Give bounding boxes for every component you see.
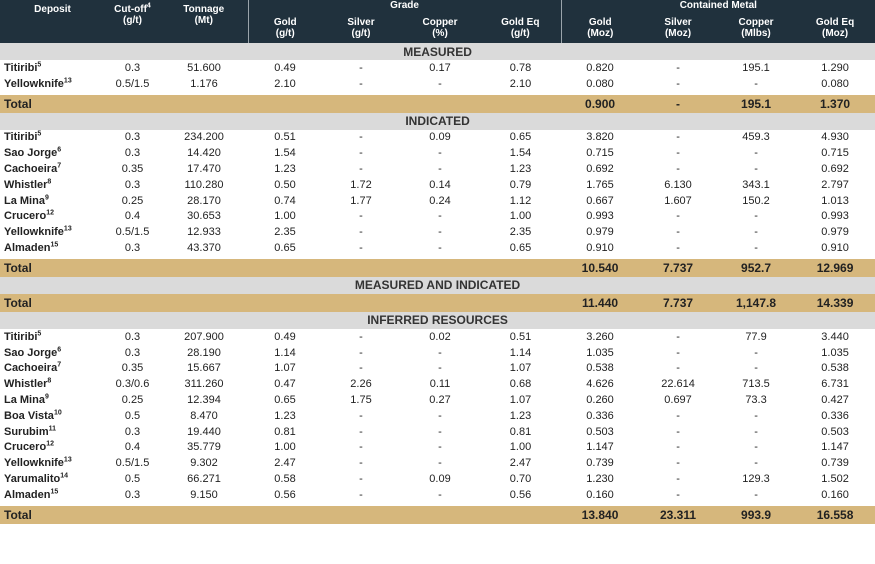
table-cell: - (676, 346, 680, 359)
table-cell: 19.440 (187, 425, 221, 438)
table-cell: 0.5 (124, 473, 141, 486)
table-cell: 0.080 (586, 77, 614, 90)
table-cell: - (754, 147, 758, 160)
col-deposit: Deposit (0, 0, 105, 43)
table-cell: - (754, 163, 758, 176)
table-cell: - (359, 61, 363, 74)
table-cell: 713.5 (742, 378, 770, 391)
deposit-name: Cachoeira$^7$ (4, 361, 62, 375)
total-goldeq: 12.969 (795, 257, 875, 277)
col-silver-contained: Silver (Moz) (639, 12, 717, 43)
table-cell: 22.614 (661, 378, 695, 391)
table-cell: 0.27 (429, 394, 451, 407)
table-cell: 0.260 (586, 394, 614, 407)
table-cell: - (754, 425, 758, 438)
table-cell: 4.626 (586, 378, 614, 391)
table-cell: 0.5/1.5 (115, 77, 150, 90)
table-cell: 0.25 (121, 194, 144, 207)
table-row (0, 177, 875, 193)
table-cell: 3.820 (586, 131, 614, 144)
table-row (0, 361, 875, 377)
deposit-name: Sao Jorge$^6$ (4, 346, 62, 359)
table-cell: 14.420 (187, 147, 221, 160)
table-cell: - (676, 425, 680, 438)
section-header-inferred (0, 312, 875, 329)
table-cell: - (359, 147, 363, 160)
table-cell: 28.170 (187, 194, 221, 207)
table-cell: 2.47 (274, 457, 296, 470)
table-cell: 15.667 (187, 362, 221, 375)
table-header (0, 0, 875, 43)
table-cell: 2.10 (274, 77, 296, 90)
table-cell: 0.4 (124, 441, 141, 454)
table-cell: - (359, 457, 363, 470)
table-cell: - (754, 242, 758, 255)
table-row (0, 392, 875, 408)
table-cell: 0.50 (274, 178, 296, 191)
total-row-measured (0, 93, 875, 113)
contained-metal-group-header: Contained Metal (561, 0, 875, 12)
table-cell: 3.260 (586, 330, 614, 343)
deposit-name: Yellowknife$^{13}$ (4, 456, 72, 470)
grade-group-header: Grade (248, 0, 561, 12)
table-cell: - (438, 147, 442, 160)
deposit-name: Yarumalito$^{14}$ (4, 472, 69, 486)
table-cell: - (438, 210, 442, 223)
table-cell: 1.176 (190, 77, 218, 90)
table-cell: - (359, 163, 363, 176)
total-label: Total (0, 504, 561, 524)
table-cell: - (438, 457, 442, 470)
table-cell: - (754, 77, 758, 90)
table-cell: - (438, 163, 442, 176)
table-cell: - (676, 226, 680, 239)
table-cell: 1.07 (274, 362, 296, 375)
table-row (0, 471, 875, 487)
table-cell: 311.260 (184, 378, 224, 391)
table-cell: - (676, 61, 680, 74)
total-gold: 11.440 (561, 294, 639, 312)
table-cell: - (676, 362, 680, 375)
table-cell: 6.731 (821, 378, 849, 391)
table-cell: 0.979 (586, 226, 614, 239)
table-cell: 1.14 (509, 346, 532, 359)
deposit-name: Cachoeira$^7$ (4, 162, 62, 176)
table-cell: 0.56 (509, 488, 532, 501)
total-row-inferred (0, 504, 875, 524)
table-cell: 0.51 (509, 330, 532, 343)
table-row (0, 161, 875, 177)
table-cell: - (438, 441, 442, 454)
table-cell: 1.607 (664, 194, 692, 207)
section-title: INFERRED RESOURCES (0, 312, 875, 329)
table-cell: - (359, 425, 363, 438)
table-cell: 0.25 (121, 394, 144, 407)
deposit-name: La Mina$^9$ (4, 393, 49, 407)
table-cell: 110.280 (184, 178, 224, 191)
table-cell: 0.74 (274, 194, 296, 207)
deposit-name: Almaden$^{15}$ (4, 241, 59, 255)
table-cell: - (438, 362, 442, 375)
table-cell: 9.150 (190, 488, 218, 501)
table-cell: - (754, 409, 758, 422)
table-cell: - (359, 409, 363, 422)
table-cell: 1.147 (586, 441, 614, 454)
table-cell: - (676, 488, 680, 501)
table-cell: 2.35 (274, 226, 296, 239)
total-goldeq: 16.558 (795, 504, 875, 524)
table-cell: 207.900 (184, 330, 224, 343)
table-cell: 0.65 (274, 242, 296, 255)
deposit-name: Titiribi$^5$ (4, 330, 42, 343)
table-cell: - (359, 441, 363, 454)
table-cell: - (676, 409, 680, 422)
table-cell: 1.72 (350, 178, 372, 191)
table-cell: - (754, 346, 758, 359)
total-row-indicated (0, 257, 875, 277)
table-cell: 1.12 (509, 194, 532, 207)
col-silver-grade: Silver (g/t) (322, 12, 400, 43)
table-cell: 35.779 (187, 441, 221, 454)
table-cell: - (359, 131, 363, 144)
table-cell: 0.3 (124, 488, 141, 501)
table-row (0, 376, 875, 392)
table-cell: - (676, 457, 680, 470)
table-cell: 1.54 (509, 147, 532, 160)
table-cell: 9.302 (190, 457, 218, 470)
section-header-mi (0, 277, 875, 294)
table-cell: 1.54 (274, 147, 296, 160)
table-cell: 0.160 (821, 488, 849, 501)
table-cell: - (438, 488, 442, 501)
table-cell: 1.00 (509, 441, 532, 454)
table-row (0, 408, 875, 424)
table-cell: - (438, 409, 442, 422)
table-cell: 0.739 (821, 457, 849, 470)
deposit-name: Crucero$^{12}$ (4, 209, 54, 223)
table-cell: 0.58 (274, 473, 296, 486)
table-cell: 0.65 (274, 394, 296, 407)
table-cell: 0.49 (274, 61, 296, 74)
table-cell: - (359, 473, 363, 486)
table-cell: - (676, 473, 680, 486)
deposit-name: Yellowknife$^{13}$ (4, 77, 72, 90)
table-row (0, 345, 875, 361)
table-cell: 30.653 (187, 210, 221, 223)
table-cell: 1.290 (821, 61, 849, 74)
table-cell: 1.502 (821, 473, 849, 486)
table-cell: - (438, 425, 442, 438)
table-cell: 1.035 (586, 346, 614, 359)
table-cell: 1.00 (274, 441, 296, 454)
table-cell: - (754, 362, 758, 375)
table-cell: 1.00 (274, 210, 296, 223)
total-gold: 10.540 (561, 257, 639, 277)
table-cell: 0.427 (821, 394, 849, 407)
table-cell: 0.979 (821, 226, 849, 239)
table-cell: - (754, 488, 758, 501)
table-cell: 0.3 (124, 242, 141, 255)
table-cell: 0.3 (124, 178, 141, 191)
table-cell: 3.440 (821, 330, 849, 343)
table-cell: - (438, 77, 442, 90)
deposit-name: Almaden$^{15}$ (4, 488, 59, 501)
table-cell: 1.75 (350, 394, 372, 407)
table-cell: 195.1 (742, 61, 770, 74)
table-cell: 0.503 (821, 425, 849, 438)
table-cell: 1.14 (274, 346, 296, 359)
table-cell: 0.160 (586, 488, 614, 501)
table-row (0, 224, 875, 240)
table-cell: 77.9 (745, 330, 767, 343)
table-cell: 0.49 (274, 330, 296, 343)
table-cell: 0.538 (821, 362, 849, 375)
section-header-indicated (0, 113, 875, 130)
total-goldeq: 1.370 (795, 93, 875, 113)
table-cell: 12.933 (187, 226, 221, 239)
table-cell: 0.51 (274, 131, 296, 144)
table-cell: - (359, 77, 363, 90)
table-cell: 6.130 (664, 178, 692, 191)
table-cell: 0.697 (664, 394, 692, 407)
table-cell: 0.35 (121, 163, 144, 176)
total-silver: 7.737 (639, 294, 717, 312)
table-cell: 1.23 (509, 163, 532, 176)
table-cell: - (676, 77, 680, 90)
table-cell: - (359, 362, 363, 375)
table-cell: 12.394 (187, 394, 221, 407)
table-cell: - (676, 131, 680, 144)
table-cell: 0.65 (509, 131, 532, 144)
table-cell: - (359, 226, 363, 239)
deposit-name: Boa Vista$^{10}$ (4, 409, 62, 422)
table-cell: 0.47 (274, 378, 296, 391)
total-label: Total (0, 93, 561, 113)
table-cell: 73.3 (745, 394, 767, 407)
table-cell: 0.820 (586, 61, 614, 74)
table-cell: 0.739 (586, 457, 614, 470)
table-cell: - (676, 147, 680, 160)
table-cell: 0.667 (586, 194, 614, 207)
table-cell: 150.2 (742, 194, 770, 207)
col-copper-contained: Copper (Mlbs) (717, 12, 795, 43)
section-title: INDICATED (0, 113, 875, 130)
table-cell: 0.14 (429, 178, 451, 191)
table-cell: 0.910 (821, 242, 849, 255)
col-copper-grade: Copper (%) (400, 12, 480, 43)
table-cell: 0.65 (509, 242, 532, 255)
table-cell: 0.17 (429, 61, 451, 74)
table-cell: 1.23 (274, 163, 296, 176)
deposit-name: Surubim$^{11}$ (4, 424, 57, 438)
table-cell: 17.470 (187, 163, 221, 176)
table-cell: 0.910 (586, 242, 614, 255)
table-cell: 0.538 (586, 362, 614, 375)
total-silver: - (639, 93, 717, 113)
table-cell: 0.3 (124, 147, 141, 160)
table-cell: 1.23 (509, 409, 532, 422)
table-cell: 1.00 (509, 210, 532, 223)
total-gold: 0.900 (561, 93, 639, 113)
table-cell: 0.56 (274, 488, 296, 501)
table-row (0, 60, 875, 76)
table-cell: 1.77 (350, 194, 372, 207)
deposit-name: Titiribi$^5$ (4, 130, 42, 144)
section-title: MEASURED AND INDICATED (0, 277, 875, 294)
table-cell: - (754, 441, 758, 454)
deposit-name: Titiribi$^5$ (4, 61, 42, 74)
total-label: Total (0, 294, 561, 312)
table-row (0, 130, 875, 146)
table-cell: 0.79 (509, 178, 532, 191)
table-cell: 2.797 (821, 178, 849, 191)
table-cell: 2.26 (350, 378, 372, 391)
table-cell: 0.993 (586, 210, 614, 223)
table-cell: 129.3 (742, 473, 770, 486)
col-goldeq-contained: Gold Eq (Moz) (795, 12, 875, 43)
table-row (0, 76, 875, 93)
table-row (0, 424, 875, 440)
col-goldeq-grade: Gold Eq (g/t) (480, 12, 561, 43)
table-cell: 2.47 (509, 457, 532, 470)
table-cell: 2.35 (509, 226, 532, 239)
table-cell: 1.035 (821, 346, 849, 359)
table-cell: 0.715 (821, 147, 849, 160)
table-cell: 0.78 (509, 61, 532, 74)
table-cell: 8.470 (190, 409, 218, 422)
table-cell: 51.600 (187, 61, 221, 74)
table-cell: 234.200 (184, 131, 224, 144)
table-cell: 0.080 (821, 77, 849, 90)
table-cell: - (754, 226, 758, 239)
deposit-name: Sao Jorge$^6$ (4, 146, 62, 160)
table-row (0, 440, 875, 456)
table-cell: - (754, 210, 758, 223)
table-cell: 4.930 (821, 131, 849, 144)
table-cell: 0.993 (821, 210, 849, 223)
table-cell: 1.07 (509, 362, 532, 375)
total-goldeq: 14.339 (795, 294, 875, 312)
table-cell: 1.765 (586, 178, 614, 191)
table-cell: 0.3 (124, 61, 141, 74)
table-cell: - (438, 242, 442, 255)
deposit-name: Crucero$^{12}$ (4, 440, 54, 454)
section-title: MEASURED (0, 43, 875, 60)
col-gold-grade: Gold (g/t) (248, 12, 322, 43)
table-cell: 1.230 (586, 473, 614, 486)
total-row-mi (0, 294, 875, 312)
table-cell: - (359, 210, 363, 223)
table-cell: 0.3 (124, 131, 141, 144)
table-cell: - (359, 330, 363, 343)
total-gold: 13.840 (561, 504, 639, 524)
table-cell: 0.35 (121, 362, 144, 375)
table-cell: 0.3 (124, 346, 141, 359)
table-row (0, 145, 875, 161)
section-header-measured (0, 43, 875, 60)
table-cell: 0.09 (429, 473, 451, 486)
deposit-name: Yellowknife$^{13}$ (4, 225, 72, 239)
table-row (0, 240, 875, 257)
table-row (0, 193, 875, 209)
table-cell: 0.02 (429, 330, 451, 343)
table-cell: - (676, 441, 680, 454)
table-cell: - (676, 242, 680, 255)
table-cell: 0.715 (586, 147, 614, 160)
table-cell: 1.013 (821, 194, 849, 207)
table-cell: 1.07 (509, 394, 532, 407)
col-gold-contained: Gold (Moz) (561, 12, 639, 43)
table-row (0, 209, 875, 225)
table-cell: 0.11 (429, 378, 451, 391)
table-cell: 0.68 (509, 378, 532, 391)
table-cell: - (359, 488, 363, 501)
table-cell: - (676, 163, 680, 176)
table-cell: - (676, 330, 680, 343)
total-label: Total (0, 257, 561, 277)
table-cell: 0.692 (586, 163, 614, 176)
total-copper: 993.9 (717, 504, 795, 524)
table-cell: 0.5 (124, 409, 141, 422)
col-tonnage: Tonnage (Mt) (160, 0, 248, 43)
deposit-name: La Mina$^9$ (4, 194, 49, 207)
table-row (0, 329, 875, 345)
total-copper: 1,147.8 (717, 294, 795, 312)
table-body (0, 43, 875, 524)
table-cell: 0.503 (586, 425, 614, 438)
table-cell: - (359, 346, 363, 359)
table-cell: 0.336 (821, 409, 849, 422)
table-cell: - (438, 346, 442, 359)
table-cell: 0.692 (821, 163, 849, 176)
table-cell: 0.5/1.5 (115, 226, 150, 239)
col-cutoff: Cut-off$^4$ (g/t) (105, 0, 160, 43)
table-cell: 0.81 (274, 425, 296, 438)
table-cell: 459.3 (742, 131, 770, 144)
table-cell: 28.190 (187, 346, 221, 359)
table-cell: 66.271 (187, 473, 221, 486)
table-cell: 0.3 (124, 425, 141, 438)
table-cell: - (359, 242, 363, 255)
table-cell: 0.70 (509, 473, 532, 486)
table-cell: 0.5/1.5 (115, 457, 150, 470)
table-cell: 2.10 (509, 77, 532, 90)
table-cell: 0.4 (124, 210, 141, 223)
table-row (0, 455, 875, 471)
table-row (0, 487, 875, 504)
table-cell: 0.81 (509, 425, 532, 438)
table-cell: 43.370 (187, 242, 221, 255)
table-cell: 0.336 (586, 409, 614, 422)
table-cell: - (754, 457, 758, 470)
table-cell: - (438, 226, 442, 239)
table-cell: 1.147 (821, 441, 849, 454)
table-cell: 0.09 (429, 131, 451, 144)
total-silver: 7.737 (639, 257, 717, 277)
table-cell: 0.3/0.6 (115, 378, 150, 391)
total-copper: 195.1 (717, 93, 795, 113)
table-cell: 343.1 (742, 178, 770, 191)
deposit-name: Whistler$^8$ (4, 377, 52, 391)
total-silver: 23.311 (639, 504, 717, 524)
table-cell: - (676, 210, 680, 223)
total-copper: 952.7 (717, 257, 795, 277)
table-cell: 0.24 (429, 194, 451, 207)
table-cell: 0.3 (124, 330, 141, 343)
deposit-name: Whistler$^8$ (4, 178, 52, 191)
table-cell: 1.23 (274, 409, 296, 422)
